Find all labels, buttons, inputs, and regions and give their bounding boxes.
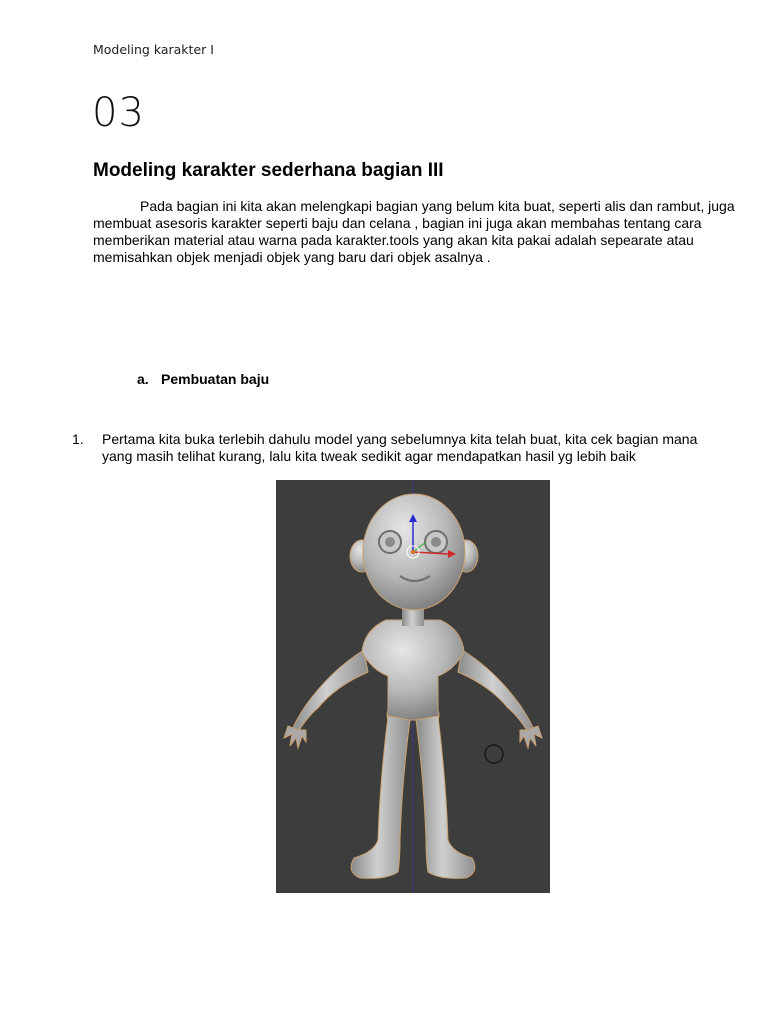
section-label: Pembuatan baju: [161, 371, 270, 387]
section-heading: [137, 371, 269, 387]
intro-text: Pada bagian ini kita akan melengkapi bagian yang belum kita buat, seperti alis dan rambut, juga membuat asesoris karakter seperti baju dan celana , bagian ini juga akan membahas tentang cara memberikan material atau warna pada karakter.tools yang akan kita pakai adalah sepearate atau memisahkan objek menjadi objek yang baru dari objek asalnya .: [93, 198, 735, 265]
character-model-image: [276, 480, 550, 893]
running-header: Modeling karakter I: [93, 42, 214, 57]
intro-paragraph: [93, 198, 743, 266]
3d-cursor-icon: [485, 745, 503, 763]
page-title: Modeling karakter sederhana bagian III: [93, 160, 444, 181]
section-marker: a.: [137, 371, 149, 387]
step-text: Pertama kita buka terlebih dahulu model yang sebelumnya kita telah buat, kita cek bagian mana yang masih telihat kurang, lalu kita tweak sedikit agar mendapatkan hasil yg lebih baik: [102, 431, 698, 464]
chapter-number: 03: [92, 90, 145, 136]
step-number: 1.: [72, 431, 84, 447]
list-item: [72, 431, 722, 465]
character-screenshot: [276, 480, 550, 893]
